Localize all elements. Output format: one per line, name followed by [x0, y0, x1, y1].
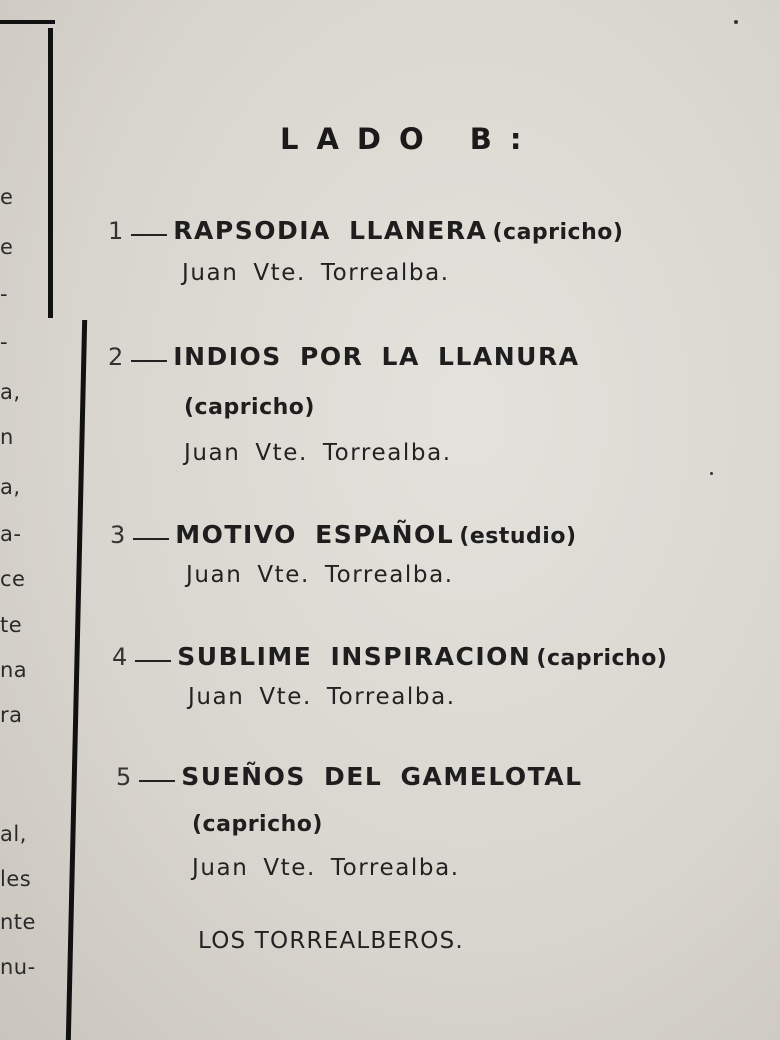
track-subtitle: (estudio): [459, 524, 577, 549]
track-4: [112, 642, 667, 671]
dash: [131, 360, 167, 362]
left-fragment: les: [0, 867, 32, 891]
left-fragment: na: [0, 658, 28, 682]
left-fragment: ce: [0, 567, 26, 591]
track-author: Juan Vte. Torrealba.: [186, 562, 454, 588]
track-author: Juan Vte. Torrealba.: [182, 260, 450, 286]
left-fragment: n: [0, 425, 14, 449]
column-divider-lower: [66, 320, 87, 1040]
column-divider: [48, 28, 53, 318]
left-fragment: a,: [0, 380, 21, 404]
left-fragment: a,: [0, 475, 21, 499]
performer: LOS TORREALBEROS.: [198, 928, 464, 954]
track-subtitle: (capricho): [192, 812, 323, 837]
track-title: INDIOS POR LA LLANURA: [173, 342, 580, 371]
track-subtitle: (capricho): [536, 646, 668, 671]
left-column-cropped-text: [0, 0, 48, 1040]
track-title: SUEÑOS DEL GAMELOTAL: [181, 762, 583, 791]
track-title: MOTIVO ESPAÑOL: [175, 520, 455, 549]
track-subtitle: (capricho): [184, 395, 315, 420]
track-author: Juan Vte. Torrealba.: [184, 440, 452, 466]
track-3: [110, 520, 577, 549]
left-fragment: -: [0, 282, 9, 306]
left-fragment: te: [0, 613, 23, 637]
left-fragment: a-: [0, 522, 22, 546]
track-number: 2: [108, 343, 124, 371]
track-title: SUBLIME INSPIRACION: [177, 642, 532, 671]
left-fragment: nte: [0, 910, 36, 934]
track-subtitle: (capricho): [492, 220, 624, 245]
track-number: 4: [112, 643, 128, 671]
left-fragment: nu-: [0, 955, 36, 979]
side-heading: LADO B:: [280, 122, 540, 156]
dash: [139, 780, 175, 782]
left-fragment: e: [0, 235, 14, 259]
paper-speck: [710, 472, 713, 475]
track-2: [108, 342, 580, 371]
track-number: 3: [110, 521, 126, 549]
track-title: RAPSODIA LLANERA: [173, 216, 488, 245]
dash: [135, 660, 171, 662]
left-fragment: al,: [0, 822, 27, 846]
left-fragment: -: [0, 330, 9, 354]
track-number: 1: [108, 217, 124, 245]
track-number: 5: [116, 763, 132, 791]
track-author: Juan Vte. Torrealba.: [188, 684, 456, 710]
track-1: [108, 216, 623, 245]
track-5: [116, 762, 583, 791]
paper-speck: [734, 20, 738, 24]
left-fragment: ra: [0, 703, 23, 727]
left-fragment: e: [0, 185, 14, 209]
track-author: Juan Vte. Torrealba.: [192, 855, 460, 881]
dash: [131, 234, 167, 236]
dash: [133, 538, 169, 540]
